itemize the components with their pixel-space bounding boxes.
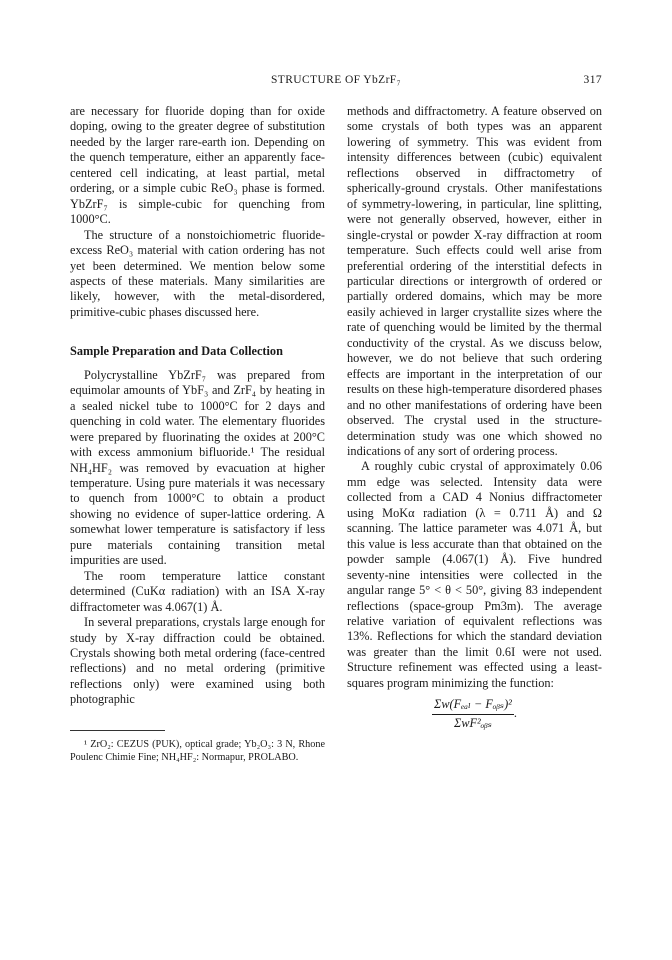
- paragraph-lattice-constant: The room temperature lattice constant determined (CuKα radiation) with an ISA X-ray diffractometer was 4.067(1) Å.: [70, 568, 325, 614]
- formula-denominator: ΣwF²ₒᵦₛ: [454, 715, 492, 730]
- formula-fraction: [432, 697, 514, 731]
- footnote-divider: [70, 730, 165, 731]
- minimization-formula: [347, 697, 602, 731]
- paragraph-fluoride-doping: are necessary for fluoride doping than for oxide doping, owing to the greater degree of substitution needed by the larger rare-earth ion. Depending on the quench temperature, either an apparently face-centered cell indicating, at least partial, metal ordering, or a simple cubic ReO₃ phase is formed. YbZrF₇ is simple-cubic for quenching from 1000°C.: [70, 104, 325, 227]
- right-column: [347, 104, 602, 731]
- left-column: [70, 104, 325, 764]
- paragraph-sample-preparation: Polycrystalline YbZrF₇ was prepared from equimolar amounts of YbF₃ and ZrF₄ by heating in a sealed nickel tube to 1000°C for 2 days and quenching in cold water. The elementary fluorides were prepared by fluorinating the oxides at 200°C with excess ammonium bifluoride.¹ The residual NH₄HF₂ was removed by evacuation at higher temperature. Using pure materials it was necessary to quench from 1000°C to obtain a product showing no evidence of super-lattice ordering. A somewhat lower temperature is satisfactory if less pure materials containing transition metal impurities are used.: [70, 367, 325, 568]
- paragraph-crystal-study: In several preparations, crystals large enough for study by X-ray diffraction could be obtained. Crystals showing both metal ordering (face-centred reflections) and no metal ordering (primitive reflections only) were examined using both photographic: [70, 615, 325, 707]
- running-title: STRUCTURE OF YbZrF₇: [270, 74, 402, 86]
- page-number: 317: [583, 74, 602, 86]
- formula-numerator: Σw(Fₑₐₗ − Fₒᵦₛ)²: [432, 697, 514, 714]
- paragraph-data-collection: A roughly cubic crystal of approximately 0.06 mm edge was selected. Intensity data were collected from a CAD 4 Nonius diffractometer using MoKα radiation (λ = 0.711 Å) and Ω scanning. The lattice parameter was 4.071 Å, but this value is less accurate than that obtained on the powder sample (4.067(1) Å). Five hundred seventy-nine intensities were collected in the angular range 5° < θ < 50°, giving 83 independent reflections (space-group Pm3m). The average relative variation of equivalent reflections was 13%. Reflections for which the standard deviation was greater than the limit 0.6I were not used. Structure refinement was effected using a least-squares program minimizing the function:: [347, 459, 602, 690]
- section-heading: Sample Preparation and Data Collection: [70, 344, 283, 359]
- paragraph-nonstoichiometric-structure: The structure of a nonstoichiometric fluoride-excess ReO₃ material with cation ordering has not yet been determined. We mention below some aspects of these materials. Many similarities are likely, however, with the metal-disordered, primitive-cubic phases discussed here.: [70, 227, 325, 319]
- paragraph-symmetry-lowering: methods and diffractometry. A feature observed on some crystals of both types was an apparent lowering of symmetry. This was evident from intensity differences between (cubic) equivalent reflections observed in diffractometry of spherically-ground crystals. Other manifestations of symmetry-lowering, in particular, line splitting, were not generally observed, however, either in single-crystal or powder X-ray diffraction at room temperature. Such effects could well arise from preferential ordering of the interstitial defects in particular directions or intergrowth of ordered or partially ordered domains, which may be more easily achieved in larger crystallite sizes where the rate of quenching would be limited by the thermal conductivity of the crystal. As we discuss below, however, we do not believe that such ordering effects are important in the interpretation of our results on these high-temperature disordered phases and no other manifestations of ordering have been observed. The crystal used in the structure-determination study was one which showed no indications of any sort of ordering process.: [347, 104, 602, 458]
- formula-period: .: [513, 706, 517, 721]
- footnote: ¹ ZrO₂: CEZUS (PUK), optical grade; Yb₂O₃: 3 N, Rhone Poulenc Chimie Fine; NH₄HF₂: Normapur, PROLABO.: [70, 738, 325, 763]
- page-header: [70, 74, 602, 90]
